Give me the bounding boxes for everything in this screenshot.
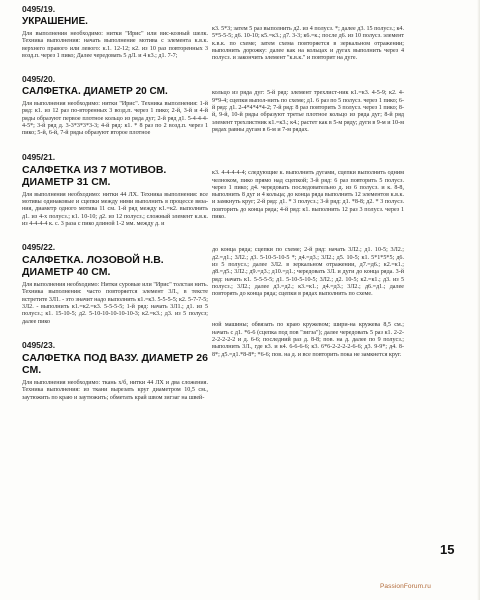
pattern-0495-23	[22, 340, 208, 402]
right-column	[212, 4, 404, 367]
pattern-0495-22	[22, 242, 208, 326]
pattern-code: 0495/23.	[22, 339, 56, 350]
pattern-text: Для выполнения необходимо: ткань х/б, нитки 44 ЛХ и два сложения. Техника выполнения: из ткани вырезать круг диаметром 10,5 см., заутюжить по краю и заутюжить; обметать край швом зигзаг на швей-	[22, 379, 208, 401]
page-number: 15	[440, 542, 455, 557]
continuation-0495-20: кольцо из ряда дуг: 5-й ряд: элемент трехлист-ник к1.=к3. 4-5-9; к2. 4-9*9-4; сцепки выпол-нить по схеме; д1. 6 раз по 5 полусз. через 1 пико; 6-й ряд: д1. 2-4*4*4*4-2; 7-й ряд: 8 раз повторить 3 полусз. через 1 пико; 8-й, 9-й, 10-й ряды образуют третье плотное кольцо из ряда дуг; 8-й ряд элемент трехлистник к1.=к3.; к4.; растет как в 5-м ряду; дуги в 9-м и 10-м рядах равны дугам в 6-м и 7-м рядах.	[212, 90, 404, 133]
continuation-0495-21: к3. 4-4-4-4-4; следующие к. выполнить дугами, сцепки выполнить одним челноком, пико прямо над сцепкой; 3-й ряд: 6 раз повторить 5 полусз. через 1 пико; д4. чередовать последовательно д. из 6 полусз. и к. 8-8, выполнить 8 дуг и 4 кольца; до конца ряда выполнить 12 элементов к.в.к. и замкнуть круг; 2-й ряд: д1. * 3 полусз.; 3-й ряд: д1. *8-8; д2. * 3 полусз. повторить до конца ряда; 4-й ряд: к1. выполнить 12 раз 3 полусз. через 1 пико.	[212, 170, 404, 221]
pattern-title: САЛФЕТКА. ЛОЗОВОЙ Н.В. ДИАМЕТР 40 СМ.	[22, 254, 164, 279]
pattern-text: Для выполнения необходимо: нитки "Ирис" или вис-козный шелк. Техника выполнения: начать выполнение мотива с элемента к.в.к. верхнего правого или левого: к.1. 12-12; к2. из 10 раз повторенных 3 возд.п. через 1 пико; Далее чередовать 5 дЛ. и 4 к3.; д1. 7-7;	[22, 31, 208, 59]
left-column	[22, 4, 208, 410]
watermark: PassionForum.ru	[380, 583, 431, 590]
pattern-code: 0495/20.	[22, 74, 56, 85]
pattern-code: 0495/19.	[22, 4, 56, 14]
pattern-text: Для выполнения необходимо: Нитки суровые или "Ирис" толстая нить. Техника выполнения: часто повторяется элемент 3Л., в тексте встретите 3Л1. - это значит надо выполнить к1.=к3. 5-5-5-5; к2. 5-7-7-5; 3Л2. - выполнить к1.=к2.=к3. 5-5-5-5; 1-й ряд: начать 3Л1.; д1. из 5 полусз.; к1. 15-10-5; д2. 5-10-10-10-10-10-3; к2.=к3.; д3. из 5 полусз; далее пико	[22, 282, 208, 325]
pattern-0495-19	[22, 4, 208, 60]
pattern-title: УКРАШЕНИЕ.	[22, 16, 88, 27]
pattern-title: САЛФЕТКА ПОД ВАЗУ. ДИАМЕТР 26 СМ.	[22, 351, 208, 376]
pattern-text: Для выполнения необходимо: нитки 44 ЛХ. Техника выполнения: все мотивы одинаковые и сцепки между ними выполнить в процессе вяза-ния, диаметр одного мотива 11 см. 1-й ряд между к1.=к2. выполнить д1. из 4-х полусз.; к1. 10-10; д2. из 12 полусз.; сложный элемент к.в.к. из 4-4-4-4 к. с. 3 раза с пико длиной 1-2 мм. между д. и	[22, 191, 208, 227]
pattern-0495-20	[22, 74, 208, 137]
continuation-0495-22: до конца ряда; сцепки по схеме; 2-й ряд: начать 3Л2.; д1. 10-5; 3Л2.; д2.=д1.; 3Л2.; д3. 5-10-5-10-5 *; д4.=д3.; 3Л2.; д5. 10-5; к1. 5*1*5*5; д6. из 5 полусз.; далее 3Л2. в зеркальном отражении, д7.=д6.; к2.=к1.; д8.=д5.; 3Л2.; д9.=д3.; д10.=д1.; чередовать 3Л. и дуги до конца ряда. 3-й ряд: начать к1. 5-5-5-5; д1. 5-10-5-10-5; 3Л2.; д2. 10-5; к2.=к1.; д3. из 5 полусз.; 3Л2.; далее д3.=д2.; к3.=к1.; д4.=д3.; 3Л2.; д6.=д1.; далее повторять до конца ряда; сцепки в рядах выполнить по схеме.	[212, 247, 404, 298]
continuation-0495-19: к3. 5*3; затем 5 раз выполнить д2. из 4 полусз. *; далее д3. 15 полусз.; к4. 5*5-5-5; д6. 10-10; к5.=к3.; д7. 3-3; к6.=к.; после д6. из 10 полусз. элемент к.в.к. по схеме; затем схема повторяется в зеркальном отражении; выполнить дорожку: далее как на кольцах и дугах выполнить через 4 полусз. и закончить элемент "к.в.к." и повторит на дуге.	[212, 26, 404, 62]
pattern-title: САЛФЕТКА ИЗ 7 МОТИВОВ. ДИАМЕТР 31 СМ.	[22, 163, 167, 188]
pattern-0495-21	[22, 152, 208, 228]
pattern-text: Для выполнения необходимо: нитки "Ирис". Техника выполнения: 1-й ряд: к1. из 12 раз по-вторенных 3 возд.п. через 1 пико; 2-й, 3-й и 4-й ряды образуют первое плотное кольцо из ряда дуг; 2-й ряд д1. 5-4-4-4-4-5*; 3-й ряд д. 3-3*3*3*3-3; 4-й ряд: к1. * 8 раз по 2 возд.п. через 1 пико; 5-й, 6-й, 7-й ряды образуют второе плотное	[22, 101, 208, 137]
pattern-title: САЛФЕТКА. ДИАМЕТР 20 СМ.	[22, 86, 168, 98]
pattern-code: 0495/21.	[22, 151, 56, 162]
continuation-0495-23: ной машины; обвязать по краю кружевом; шири-на кружева 8,5 см.; начать с д1. *6-6 (сцепка под пов "зигза"); далее чередовать 5 раз к1. 2-2-2-2-2-2-2 и д. 6-6; последний раз д. 8-8; пов. на д. далее по 9 полусз.; выполнить 3Л., где к3. и к4. 6-6-6-6; к3. 6*6-2-2-2-2-6-6; д3. 9-9*; д4. 8-8*; д5.=д1.*8-8*; *6-6; пов. на д. и все повторить пока не замкнется круг.	[212, 322, 404, 358]
pattern-code: 0495/22.	[22, 242, 56, 253]
